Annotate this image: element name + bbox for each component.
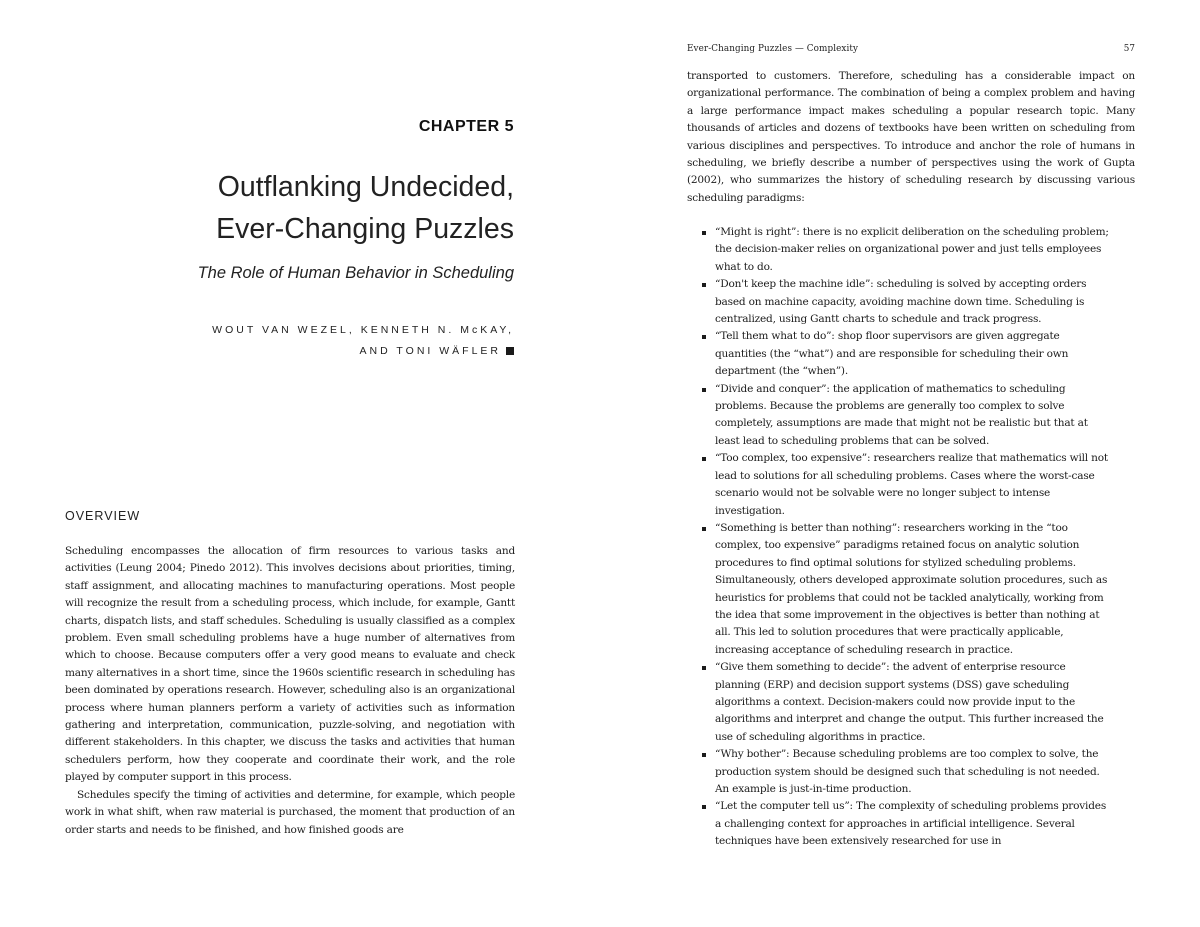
chapter-title-line-1: Outflanking Undecided, <box>217 171 514 203</box>
right-body-text <box>687 68 1135 207</box>
authors-line-2-wrap <box>94 341 514 362</box>
overview-heading: OVERVIEW <box>65 509 141 523</box>
chapter-title-line-2: Ever-Changing Puzzles <box>216 213 514 245</box>
list-item: “Too complex, too expensive”: researchers realize that mathematics will not lead to solutions for all scheduling problems. Cases where the worst-case scenario would not be solvable were no longer subject to intense investigation. <box>687 450 1135 520</box>
list-item: “Tell them what to do”: shop floor supervisors are given aggregate quantities (the “what”) and are responsible for scheduling their own department (the “when”). <box>687 328 1135 380</box>
list-item: “Why bother”: Because scheduling problems are too complex to solve, the production system should be designed such that scheduling is not needed. An example is just-in-time production. <box>687 746 1135 798</box>
chapter-authors <box>94 320 514 362</box>
intro-paragraph: transported to customers. Therefore, scheduling has a considerable impact on organizational performance. The combination of being a complex problem and having a large performance impact makes scheduling a popular research topic. Many thousands of articles and dozens of textbooks have been written on scheduling from various disciplines and perspectives. To introduce and anchor the role of humans in scheduling, we briefly describe a number of perspectives using the work of Gupta (2002), who summarizes the history of scheduling research by discussing various scheduling paradigms: <box>687 70 1135 204</box>
list-item: “Don't keep the machine idle”: scheduling is solved by accepting orders based on machine capacity, avoiding machine down time. Scheduling is centralized, using Gantt charts to schedule and track progress. <box>687 276 1135 328</box>
running-head: Ever-Changing Puzzles — Complexity <box>687 44 859 54</box>
end-square-icon <box>506 347 514 355</box>
body-paragraph-2: Schedules specify the timing of activities and determine, for example, which people work in what shift, when raw material is purchased, the moment that production of an order starts and needs to be finished, and how finished goods are <box>65 788 515 836</box>
chapter-title <box>54 166 514 250</box>
chapter-label: CHAPTER 5 <box>418 118 514 135</box>
chapter-subtitle: The Role of Human Behavior in Scheduling <box>197 264 514 282</box>
list-item: “Something is better than nothing”: researchers working in the “too complex, too expensive” paradigms retained focus on analytic solution procedures to find optimal solutions for stylized scheduling problems. Simultaneously, others developed approximate solution procedures, such as heuristics for problems that could not be tackled analytically, working from the idea that some improvement in the objectives is better than nothing at all. This led to solution procedures that were practically applicable, increasing acceptance of scheduling research in practice. <box>687 520 1135 659</box>
list-item: “Give them something to decide”: the advent of enterprise resource planning (ERP) and decision support systems (DSS) gave scheduling algorithms a context. Decision-makers could now provide input to the algorithms and interpret and change the output. This further increased the use of scheduling algorithms in practice. <box>687 659 1135 746</box>
list-item: “Divide and conquer”: the application of mathematics to scheduling problems. Because the problems are generally too complex to solve completely, assumptions are made that might not be realistic but that at least lead to scheduling problems that can be solved. <box>687 381 1135 451</box>
list-item: “Let the computer tell us”: The complexity of scheduling problems provides a challenging context for approaches in artificial intelligence. Several techniques have been extensively researched for use in <box>687 798 1135 850</box>
left-body-text <box>65 543 515 839</box>
list-item: “Might is right”: there is no explicit deliberation on the scheduling problem; the decision-maker relies on organizational power and just tells employees what to do. <box>687 224 1135 276</box>
right-page <box>600 0 1200 927</box>
authors-line-2: AND TONI WÄFLER <box>359 345 501 357</box>
paradigm-list <box>687 224 1135 851</box>
page-number: 57 <box>1123 44 1135 54</box>
authors-line-1: WOUT VAN WEZEL, KENNETH N. McKAY, <box>212 324 514 336</box>
body-paragraph-1: Scheduling encompasses the allocation of firm resources to various tasks and activities (Leung 2004; Pinedo 2012). This involves decisions about priorities, timing, staff assignment, and allocating machines to manufacturing operations. Most people will recognize the result from a scheduling process, which include, for example, Gantt charts, dispatch lists, and staff schedules. Scheduling is usually classified as a complex problem. Even small scheduling problems have a huge number of alternatives from which to choose. Because computers offer a very good means to evaluate and check many alternatives in a short time, since the 1960s scientific research in scheduling has been dominated by operations research. However, scheduling also is an organizational process where human planners perform a variety of activities such as information gathering and interpretation, communication, puzzle-solving, and negotiation with different stakeholders. In this chapter, we discuss the tasks and activities that human schedulers perform, how they cooperate and coordinate their work, and the role played by computer support in this process. <box>65 545 515 784</box>
